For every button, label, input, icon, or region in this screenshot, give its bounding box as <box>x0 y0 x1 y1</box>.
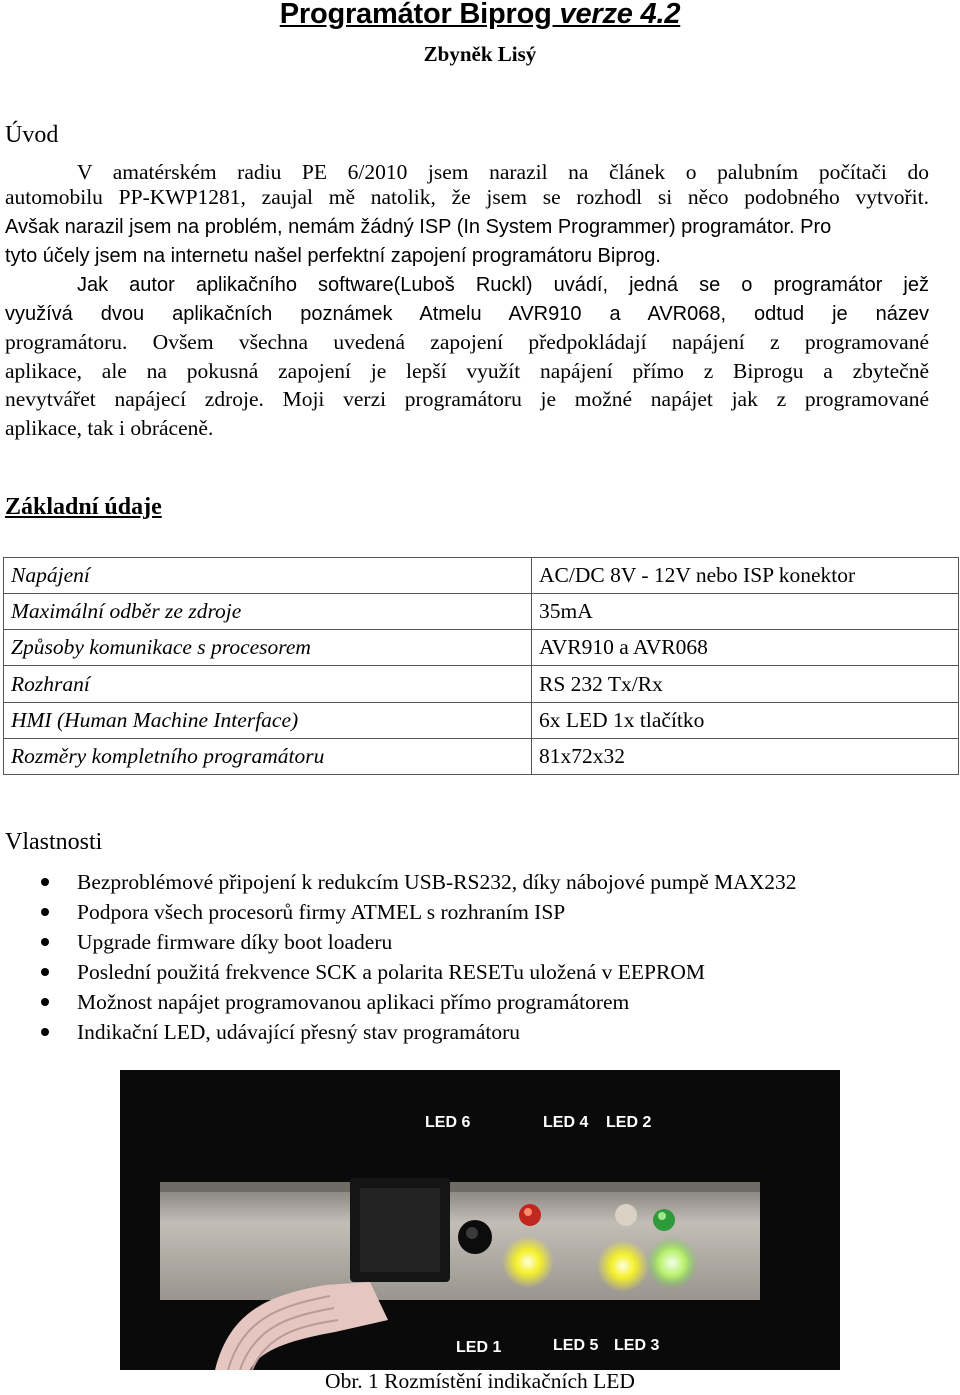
spec-label: Rozměry kompletního programátoru <box>4 738 532 774</box>
intro-line: automobilu PP-KWP1281, zaujal mě natolik, že jsem se rozhodl si něco podobného vytvořit. <box>5 185 929 209</box>
spec-value: RS 232 Tx/Rx <box>532 666 959 702</box>
feature-text: Možnost napájet programovanou aplikaci přímo programátorem <box>77 990 630 1014</box>
led-1-lamp <box>502 1236 554 1288</box>
intro-line: aplikace, tak i obráceně. <box>5 416 214 440</box>
intro-line: Jak autor aplikačního software(Luboš Ruckl) uvádí, jedná se o programátor jež <box>77 274 929 296</box>
specs-table <box>3 557 959 775</box>
connector-body <box>360 1188 440 1272</box>
basic-data-heading: Základní údaje <box>5 494 162 520</box>
intro-line: využívá dvou aplikačních poznámek Atmelu AVR910 a AVR068, odtud je název <box>5 303 929 325</box>
feature-text: Podpora všech procesorů firmy ATMEL s rozhraním ISP <box>77 900 566 924</box>
feature-text: Poslední použitá frekvence SCK a polarita RESETu uložená v EEPROM <box>77 960 705 984</box>
table-row <box>4 702 959 738</box>
feature-text: Bezproblémové připojení k redukcím USB-RS232, díky nábojové pumpě MAX232 <box>77 870 797 894</box>
spec-label: Napájení <box>4 558 532 594</box>
intro-line: programátoru. Ovšem všechna uvedená zapojení předpokládají napájení z programované <box>5 330 929 354</box>
spec-value: 81x72x32 <box>532 738 959 774</box>
table-row <box>4 666 959 702</box>
programmer-photo <box>120 1070 840 1370</box>
title-main: Programátor Biprog <box>279 0 560 30</box>
intro-line: tyto účely jsem na internetu našel perfektní zapojení programátoru Biprog. <box>5 245 661 267</box>
feature-text: Indikační LED, udávající přesný stav programátoru <box>77 1020 520 1044</box>
led-2-reflection <box>658 1212 666 1220</box>
features-heading: Vlastnosti <box>5 829 103 855</box>
led-6-label: LED 6 <box>425 1114 471 1131</box>
spec-label: Maximální odběr ze zdroje <box>4 594 532 630</box>
led-3-lamp <box>646 1237 698 1289</box>
intro-heading: Úvod <box>5 122 59 148</box>
spec-label: Způsoby komunikace s procesorem <box>4 630 532 666</box>
spec-label: HMI (Human Machine Interface) <box>4 702 532 738</box>
author: Zbyněk Lisý <box>423 42 537 66</box>
features-list <box>0 867 797 1047</box>
led-4-label: LED 4 <box>543 1114 589 1131</box>
list-item <box>0 1017 797 1047</box>
led-5-label: LED 5 <box>553 1337 599 1354</box>
push-button-highlight <box>466 1227 478 1239</box>
led-6-reflection <box>524 1208 532 1216</box>
list-item <box>0 957 797 987</box>
intro-line: Avšak narazil jsem na problém, nemám žádný ISP (In System Programmer) programátor. Pro <box>5 216 832 238</box>
title-version: verze 4.2 <box>559 0 681 30</box>
spec-value: 35mA <box>532 594 959 630</box>
bullet-icon <box>41 998 49 1006</box>
intro-line: V amatérském radiu PE 6/2010 jsem narazil na článek o palubním počítači do <box>77 160 929 184</box>
bullet-icon <box>41 938 49 946</box>
led-3-label: LED 3 <box>614 1337 660 1354</box>
list-item <box>0 927 797 957</box>
table-row <box>4 738 959 774</box>
list-item <box>0 987 797 1017</box>
table-row <box>4 594 959 630</box>
feature-text: Upgrade firmware díky boot loaderu <box>77 930 393 954</box>
led-2-lamp <box>653 1209 675 1231</box>
spec-value: AC/DC 8V - 12V nebo ISP konektor <box>532 558 959 594</box>
list-item <box>0 867 797 897</box>
figure-caption: Obr. 1 Rozmístění indikačních LED <box>325 1369 635 1393</box>
bullet-icon <box>41 878 49 886</box>
spec-label: Rozhraní <box>4 666 532 702</box>
led-4-lamp <box>615 1204 637 1226</box>
table-row <box>4 558 959 594</box>
bullet-icon <box>41 1028 49 1036</box>
intro-line: nevytvářet napájecí zdroje. Moji verzi programátoru je možné napájet jak z programované <box>5 387 929 411</box>
bullet-icon <box>41 908 49 916</box>
spec-value: AVR910 a AVR068 <box>532 630 959 666</box>
case-edge <box>160 1182 760 1192</box>
page-title <box>0 0 960 31</box>
led-2-label: LED 2 <box>606 1114 652 1131</box>
bullet-icon <box>41 968 49 976</box>
led-5-lamp <box>597 1240 649 1292</box>
led-1-label: LED 1 <box>456 1339 502 1356</box>
spec-value: 6x LED 1x tlačítko <box>532 702 959 738</box>
table-row <box>4 630 959 666</box>
list-item <box>0 897 797 927</box>
intro-line: aplikace, ale na pokusná zapojení je lepší využít napájení přímo z Biprogu a zbytečně <box>5 359 929 383</box>
